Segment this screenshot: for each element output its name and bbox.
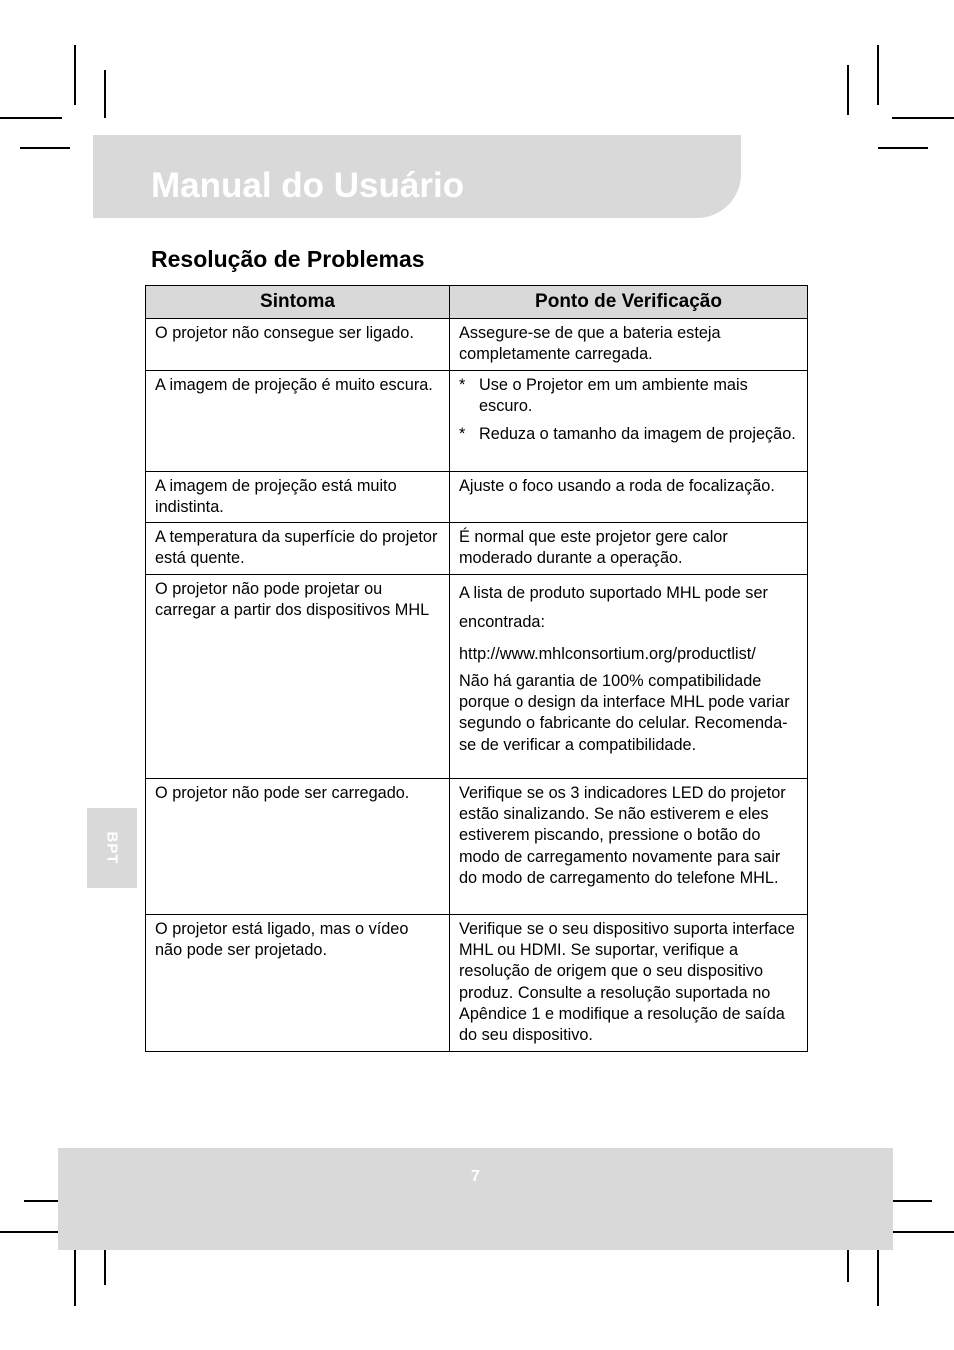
bullet-item: [459, 375, 798, 418]
symptom-cell: A temperatura da superfície do projetor está quente.: [146, 523, 450, 575]
crop-mark: [892, 117, 954, 119]
check-text: Verifique se o seu dispositivo suporta interface MHL ou HDMI. Se suportar, verifique a resolução de origem que o seu dispositivo produz. Consulte a resolução suportada no Apêndice 1 e modifique a resolução de saída do seu dispositivo.: [459, 919, 795, 1045]
crop-mark: [74, 45, 76, 105]
page-number: 7: [471, 1168, 480, 1185]
check-cell: [450, 778, 808, 914]
crop-mark: [877, 45, 879, 105]
crop-mark: [74, 1246, 76, 1306]
check-cell: [450, 914, 808, 1051]
column-header-symptom: Sintoma: [146, 286, 450, 319]
check-cell: [450, 370, 808, 471]
bullet-marker: *: [459, 375, 466, 394]
symptom-cell: A imagem de projeção está muito indistinta.: [146, 471, 450, 523]
check-cell: [450, 523, 808, 575]
language-code: BPT: [103, 831, 121, 865]
section-title: Resolução de Problemas: [151, 246, 425, 272]
symptom-cell: O projetor não pode ser carregado.: [146, 778, 450, 914]
crop-mark: [892, 1231, 954, 1233]
table-header-row: [146, 286, 808, 319]
footer-band: [58, 1148, 893, 1250]
crop-mark: [877, 1246, 879, 1306]
table-row: [146, 778, 808, 914]
symptom-cell: O projetor não pode projetar ou carregar a partir dos dispositivos MHL: [146, 574, 450, 778]
bullet-item: [459, 424, 798, 445]
table-row: [146, 471, 808, 523]
check-text: Ajuste o foco usando a roda de focalização.: [459, 476, 775, 495]
table-row: [146, 370, 808, 471]
crop-mark: [878, 147, 928, 149]
bullet-text: Use o Projetor em um ambiente mais escuro.: [479, 375, 748, 415]
column-header-check: Ponto de Verificação: [450, 286, 808, 319]
crop-mark: [0, 1231, 62, 1233]
check-text: Não há garantia de 100% compatibilidade porque o design da interface MHL pode variar segundo o fabricante do celular. Recomenda-se de verificar a compatibilidade.: [459, 671, 790, 754]
bullet-text: Reduza o tamanho da imagem de projeção.: [479, 425, 796, 444]
check-text: Verifique se os 3 indicadores LED do projetor estão sinalizando. Se não estiverem e eles estiverem piscando, pressione o botão do modo de carregamento novamente para sair do modo de carregamento do telefone MHL.: [459, 783, 786, 887]
table-row: [146, 523, 808, 575]
troubleshooting-table: [145, 285, 808, 1052]
symptom-cell: O projetor não consegue ser ligado.: [146, 319, 450, 371]
symptom-cell: O projetor está ligado, mas o vídeo não pode ser projetado.: [146, 914, 450, 1051]
crop-mark: [847, 65, 849, 115]
table-row: [146, 914, 808, 1051]
check-cell: [450, 574, 808, 778]
check-text: Assegure-se de que a bateria esteja completamente carregada.: [459, 324, 721, 364]
table-row: [146, 319, 808, 371]
language-side-tab: [87, 808, 137, 888]
crop-mark: [104, 70, 106, 118]
check-cell: [450, 319, 808, 371]
manual-title: Manual do Usuário: [151, 166, 465, 205]
symptom-cell: A imagem de projeção é muito escura.: [146, 370, 450, 471]
check-text: A lista de produto suportado MHL pode ser encontrada:: [459, 583, 768, 631]
crop-mark: [20, 147, 70, 149]
table-row: [146, 574, 808, 778]
header-band: [93, 135, 741, 218]
check-text: É normal que este projetor gere calor moderado durante a operação.: [459, 528, 728, 568]
bullet-marker: *: [459, 425, 466, 444]
check-cell: [450, 471, 808, 523]
crop-mark: [0, 117, 62, 119]
product-list-url: http://www.mhlconsortium.org/productlist/: [459, 644, 756, 663]
